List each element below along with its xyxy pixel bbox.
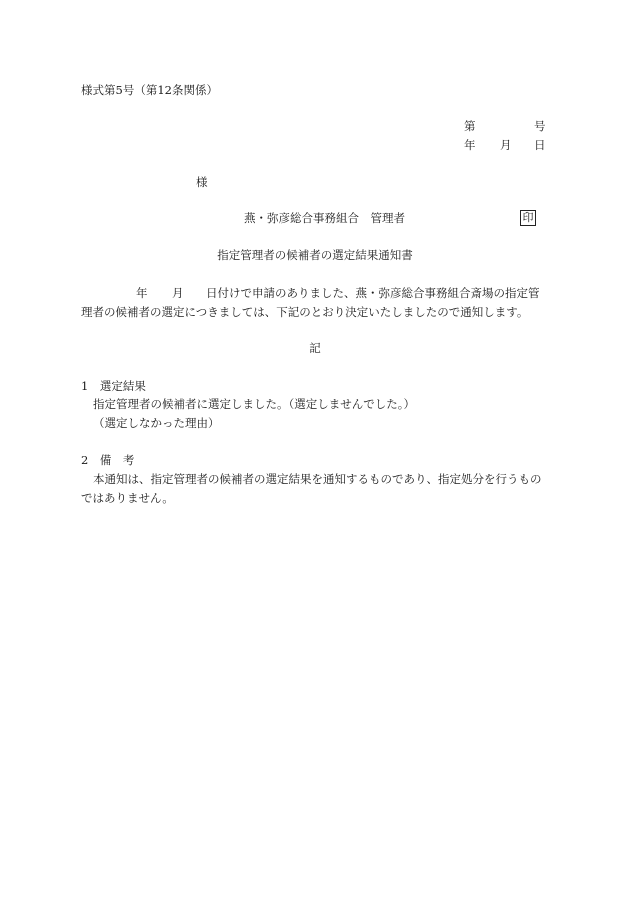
section1-result: 指定管理者の候補者に選定しました。（選定しませんでした。） [93,397,415,411]
section1-reason: （選定しなかった理由） [93,416,220,430]
addressee-honorific: 様 [196,175,208,189]
form-label: 様式第5号（第12条関係） [81,83,218,97]
section2-text-line1: 本通知は、指定管理者の候補者の選定結果を通知するものであり、指定処分を行うもの [93,472,542,486]
body-text-line2: 理者の候補者の選定につきましては、下記のとおり決定いたしましたので通知します。 [81,305,529,319]
body-month: 月 [172,286,184,300]
section1-heading: 1 選定結果 [81,379,146,393]
doc-number-prefix: 第 [464,119,476,133]
doc-number-suffix: 号 [534,119,546,133]
date-day: 日 [534,138,546,152]
date-month: 月 [500,138,512,152]
body-text-line1: 日付けで申請のありました、燕・弥彦総合事務組合斎場の指定管 [206,286,540,300]
seal-stamp: 印 [520,210,536,226]
sender-name: 燕・弥彦総合事務組合 管理者 [244,211,405,225]
section2-heading: 2 備 考 [81,453,135,467]
section2-text-line2: ではありません。 [81,491,174,505]
ki-marker: 記 [309,341,321,355]
date-year: 年 [464,138,476,152]
document-title: 指定管理者の候補者の選定結果通知書 [217,248,413,262]
body-year: 年 [136,286,148,300]
